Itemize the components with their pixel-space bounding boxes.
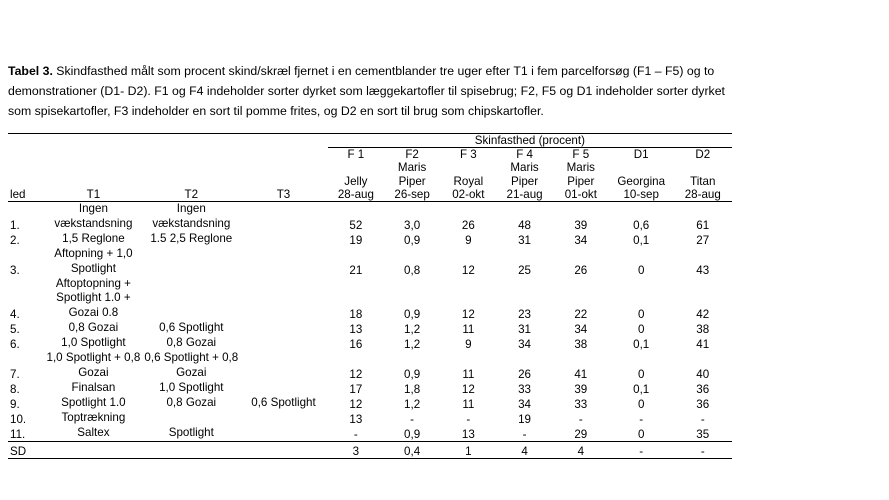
row-t2: Spotlight	[168, 425, 214, 439]
row-value-d1: 0	[637, 308, 645, 322]
row-value-f5: 39	[553, 202, 609, 232]
header-code-f1: F 1	[347, 148, 365, 161]
header-date-f4: 21-aug	[506, 188, 543, 202]
row-led: 3.	[10, 263, 20, 277]
header-code-f2: F2	[405, 148, 419, 161]
row-led: 9.	[10, 397, 20, 411]
table-row	[8, 232, 732, 247]
row-value-f3: 12	[461, 382, 475, 396]
row-value-d2: 27	[696, 234, 710, 247]
row-value-d1: 0	[637, 323, 645, 337]
row-value-f1: 13	[349, 323, 363, 337]
row-value-f3: 9	[465, 234, 472, 247]
header-variety-d1: Georgina	[617, 174, 666, 188]
sd-spacer-t2	[143, 441, 239, 458]
header-variety-f5: Maris Piper	[566, 161, 595, 188]
row-value-f3: 26	[440, 202, 496, 232]
row-value-f5: -	[578, 412, 583, 426]
row-value-d2: -	[700, 412, 705, 426]
row-value-f4: 34	[518, 397, 532, 411]
row-t2: Ingen vækstandsning	[143, 202, 239, 232]
row-value-d2: 36	[696, 397, 710, 411]
header-code-d2: D2	[695, 148, 711, 161]
sd-value-f4: 4	[496, 441, 552, 458]
row-value-f1: 12	[349, 397, 363, 411]
row-value-f2: -	[410, 412, 415, 426]
caption-text: Skindfasthed målt som procent skind/skræl fjernet i en cementblander tre uger efter T1 i fem parcelforsøg (F1 – F5) og to demonstrationer (D1- D2). F1 og F4 indeholder sorter dyrket som læggekartofler til spisebrug; F2, F5 og D1 indeholder sorter dyrket som spisekartofler, F3 indeholder en sort til pomme frites, og D2 en sort til brug som chipskartofler.	[8, 64, 725, 118]
row-value-f2: 0,8	[404, 263, 421, 277]
table-row	[8, 247, 732, 277]
row-value-f1: 52	[328, 202, 384, 232]
sd-value-f5: 4	[553, 441, 609, 458]
row-value-f4: 31	[518, 234, 532, 247]
row-value-f5: 22	[574, 308, 588, 322]
row-value-f2: 3,0	[384, 202, 440, 232]
header-date-d2: 28-aug	[684, 188, 721, 202]
row-t1: Aftoptopning + Spotlight 1.0 + Gozai 0.8	[55, 276, 131, 320]
skindfasthed-table	[8, 133, 732, 459]
header-date-f5: 01-okt	[564, 188, 597, 202]
row-t1: Saltex	[77, 425, 110, 439]
row-led: 8.	[10, 382, 20, 396]
sd-spacer-t3	[239, 441, 328, 458]
row-value-d2: 35	[696, 427, 710, 441]
row-value-d2: 41	[696, 338, 710, 352]
spacer-t1	[43, 134, 143, 148]
row-t1: 0,8 Gozai	[68, 321, 119, 335]
row-value-d1: 0	[637, 263, 645, 277]
header-code-f3: F 3	[459, 148, 477, 161]
table-row	[8, 381, 732, 396]
row-t2	[143, 247, 239, 277]
row-value-d2: 43	[696, 263, 710, 277]
table-group-header-row	[8, 134, 732, 148]
row-value-f3: 11	[462, 323, 475, 337]
row-value-f5: 29	[574, 427, 588, 441]
row-value-d1: 0,1	[633, 382, 650, 396]
row-value-d2: 61	[674, 202, 733, 232]
row-value-f2: 0,9	[404, 427, 421, 441]
row-value-f5: 34	[574, 323, 588, 337]
row-value-f2: 1,2	[404, 397, 421, 411]
row-value-d1: 0,1	[633, 338, 650, 352]
row-value-f4: 31	[518, 323, 532, 337]
row-t2: 1.5 2,5 Reglone	[150, 232, 233, 246]
sd-label: SD	[8, 441, 43, 458]
row-value-f2: 1,2	[404, 338, 421, 352]
row-value-f4: 33	[518, 382, 532, 396]
header-date-d1: 10-sep	[623, 188, 659, 202]
header-t3: T3	[276, 188, 291, 202]
row-value-f3: 11	[462, 367, 475, 381]
row-t1: Spotlight 1.0	[61, 395, 126, 409]
row-value-d2: 36	[696, 382, 710, 396]
table-row	[8, 396, 732, 411]
header-code-f5: F 5	[572, 148, 590, 161]
row-t1: Ingen vækstandsning	[43, 202, 143, 232]
header-t1: T1	[86, 188, 101, 202]
row-led: 4.	[10, 308, 20, 322]
header-variety-d2: Titan	[690, 174, 716, 188]
table-sd-row	[8, 441, 732, 458]
row-value-d1: 0	[637, 397, 645, 411]
header-variety-f3: Royal	[453, 174, 484, 188]
row-led: 11.	[10, 427, 26, 441]
row-value-f3: 12	[461, 263, 475, 277]
row-value-f1: 18	[349, 308, 363, 322]
row-value-d2: 38	[696, 323, 710, 337]
sd-spacer-t1	[43, 441, 143, 458]
header-date-f2: 26-sep	[394, 188, 430, 202]
row-t2	[143, 411, 239, 426]
row-t3	[239, 411, 328, 426]
row-t2	[143, 277, 239, 321]
row-value-f5: 39	[574, 382, 588, 396]
row-value-f4: 25	[518, 263, 532, 277]
table-row	[8, 351, 732, 381]
row-t3	[239, 351, 328, 381]
row-value-f3: 12	[461, 308, 475, 322]
row-value-f5: 41	[574, 367, 588, 381]
row-value-f4: 26	[518, 367, 532, 381]
row-value-f3: 11	[462, 397, 475, 411]
row-value-f4: 19	[518, 412, 532, 426]
sd-value-d1: -	[609, 441, 674, 458]
row-led: 1.	[8, 202, 43, 232]
header-code-d1: D1	[633, 148, 649, 161]
row-t3	[239, 232, 328, 247]
row-value-f1: 13	[349, 412, 363, 426]
row-value-f4: 48	[496, 202, 552, 232]
spacer-t2	[143, 134, 239, 148]
row-value-d1: -	[639, 412, 644, 426]
header-date-f3: 02-okt	[452, 188, 485, 202]
row-value-d1: 0	[637, 367, 645, 381]
row-t2: 1,0 Spotlight	[159, 380, 224, 394]
row-t1: Finalsan	[71, 380, 116, 394]
row-t3	[239, 247, 328, 277]
row-t1: Toptrækning	[61, 410, 126, 424]
row-value-f3: -	[466, 412, 471, 426]
row-value-d1: 0,1	[633, 234, 650, 247]
row-value-f4: 23	[518, 308, 532, 322]
header-variety-f4: Maris Piper	[510, 161, 539, 188]
row-t3	[239, 202, 328, 232]
sd-value-f2: 0,4	[384, 441, 440, 458]
row-value-f2: 0,9	[404, 367, 421, 381]
row-value-f5: 38	[574, 338, 588, 352]
row-value-f2: 1,2	[404, 323, 421, 337]
caption-label: Tabel 3.	[8, 64, 53, 78]
row-value-f2: 1,8	[404, 382, 421, 396]
row-t2: 0,8 Gozai	[166, 336, 217, 350]
row-t3	[239, 426, 328, 442]
row-value-d2: 40	[696, 367, 710, 381]
row-led: 7.	[10, 367, 20, 381]
row-value-f4: 34	[518, 338, 532, 352]
row-t1: Aftopning + 1,0 Spotlight	[54, 247, 133, 275]
table-row	[8, 321, 732, 336]
header-variety-f1: Jelly	[344, 174, 368, 188]
header-led: led	[10, 188, 26, 202]
row-t1: 1,0 Spotlight	[61, 336, 126, 350]
row-t3: 0,6 Spotlight	[251, 395, 316, 409]
header-t2: T2	[184, 188, 199, 202]
header-code-f4: F 4	[516, 148, 533, 161]
row-value-f3: 13	[461, 427, 475, 441]
row-value-f1: 21	[349, 263, 363, 277]
row-value-f2: 0,9	[404, 308, 421, 322]
row-t3	[239, 277, 328, 321]
row-t1: 1,0 Spotlight + 0,8 Gozai	[46, 351, 141, 379]
table-header-codes-row	[8, 148, 732, 162]
header-date-f1: 28-aug	[337, 188, 374, 202]
row-t3	[239, 321, 328, 336]
row-value-f1: 16	[349, 338, 363, 352]
row-value-f1: -	[353, 427, 358, 441]
row-led: 5.	[10, 323, 20, 337]
row-t2: 0,8 Gozai	[166, 395, 217, 409]
table-row	[8, 426, 732, 442]
row-value-f2: 0,9	[404, 234, 421, 247]
table-row	[8, 277, 732, 321]
group-header-skinfasthed: Skinfasthed (procent)	[328, 134, 732, 148]
row-t1: 1,5 Reglone	[62, 232, 125, 246]
table-row	[8, 336, 732, 351]
row-value-f5: 26	[574, 263, 588, 277]
row-t3	[239, 381, 328, 396]
row-t3	[239, 336, 328, 351]
row-value-f5: 34	[574, 234, 588, 247]
table-row	[8, 411, 732, 426]
sd-value-d2: -	[674, 441, 733, 458]
row-t2: 0,6 Spotlight	[159, 321, 224, 335]
row-value-f1: 17	[349, 382, 363, 396]
row-t2: 0,6 Spotlight + 0,8 Gozai	[144, 351, 239, 379]
table-container	[8, 133, 732, 459]
row-value-f1: 19	[349, 234, 363, 247]
row-value-f1: 12	[349, 367, 363, 381]
spacer-t3	[239, 134, 328, 148]
row-value-f5: 33	[574, 397, 588, 411]
row-led: 2.	[10, 234, 20, 247]
sd-value-f1: 3	[328, 441, 384, 458]
sd-value-f3: 1	[440, 441, 496, 458]
table-caption	[8, 62, 728, 122]
row-led: 6.	[10, 338, 20, 352]
row-led: 10.	[10, 412, 27, 426]
row-value-d1: 0	[637, 427, 645, 441]
row-value-d2: 42	[696, 308, 710, 322]
spacer-led	[8, 134, 43, 148]
header-variety-f2: Maris Piper	[397, 161, 427, 188]
row-value-d1: 0,6	[609, 202, 674, 232]
table-row	[8, 202, 732, 232]
row-value-f4: -	[522, 427, 527, 441]
row-value-f3: 9	[465, 338, 472, 352]
